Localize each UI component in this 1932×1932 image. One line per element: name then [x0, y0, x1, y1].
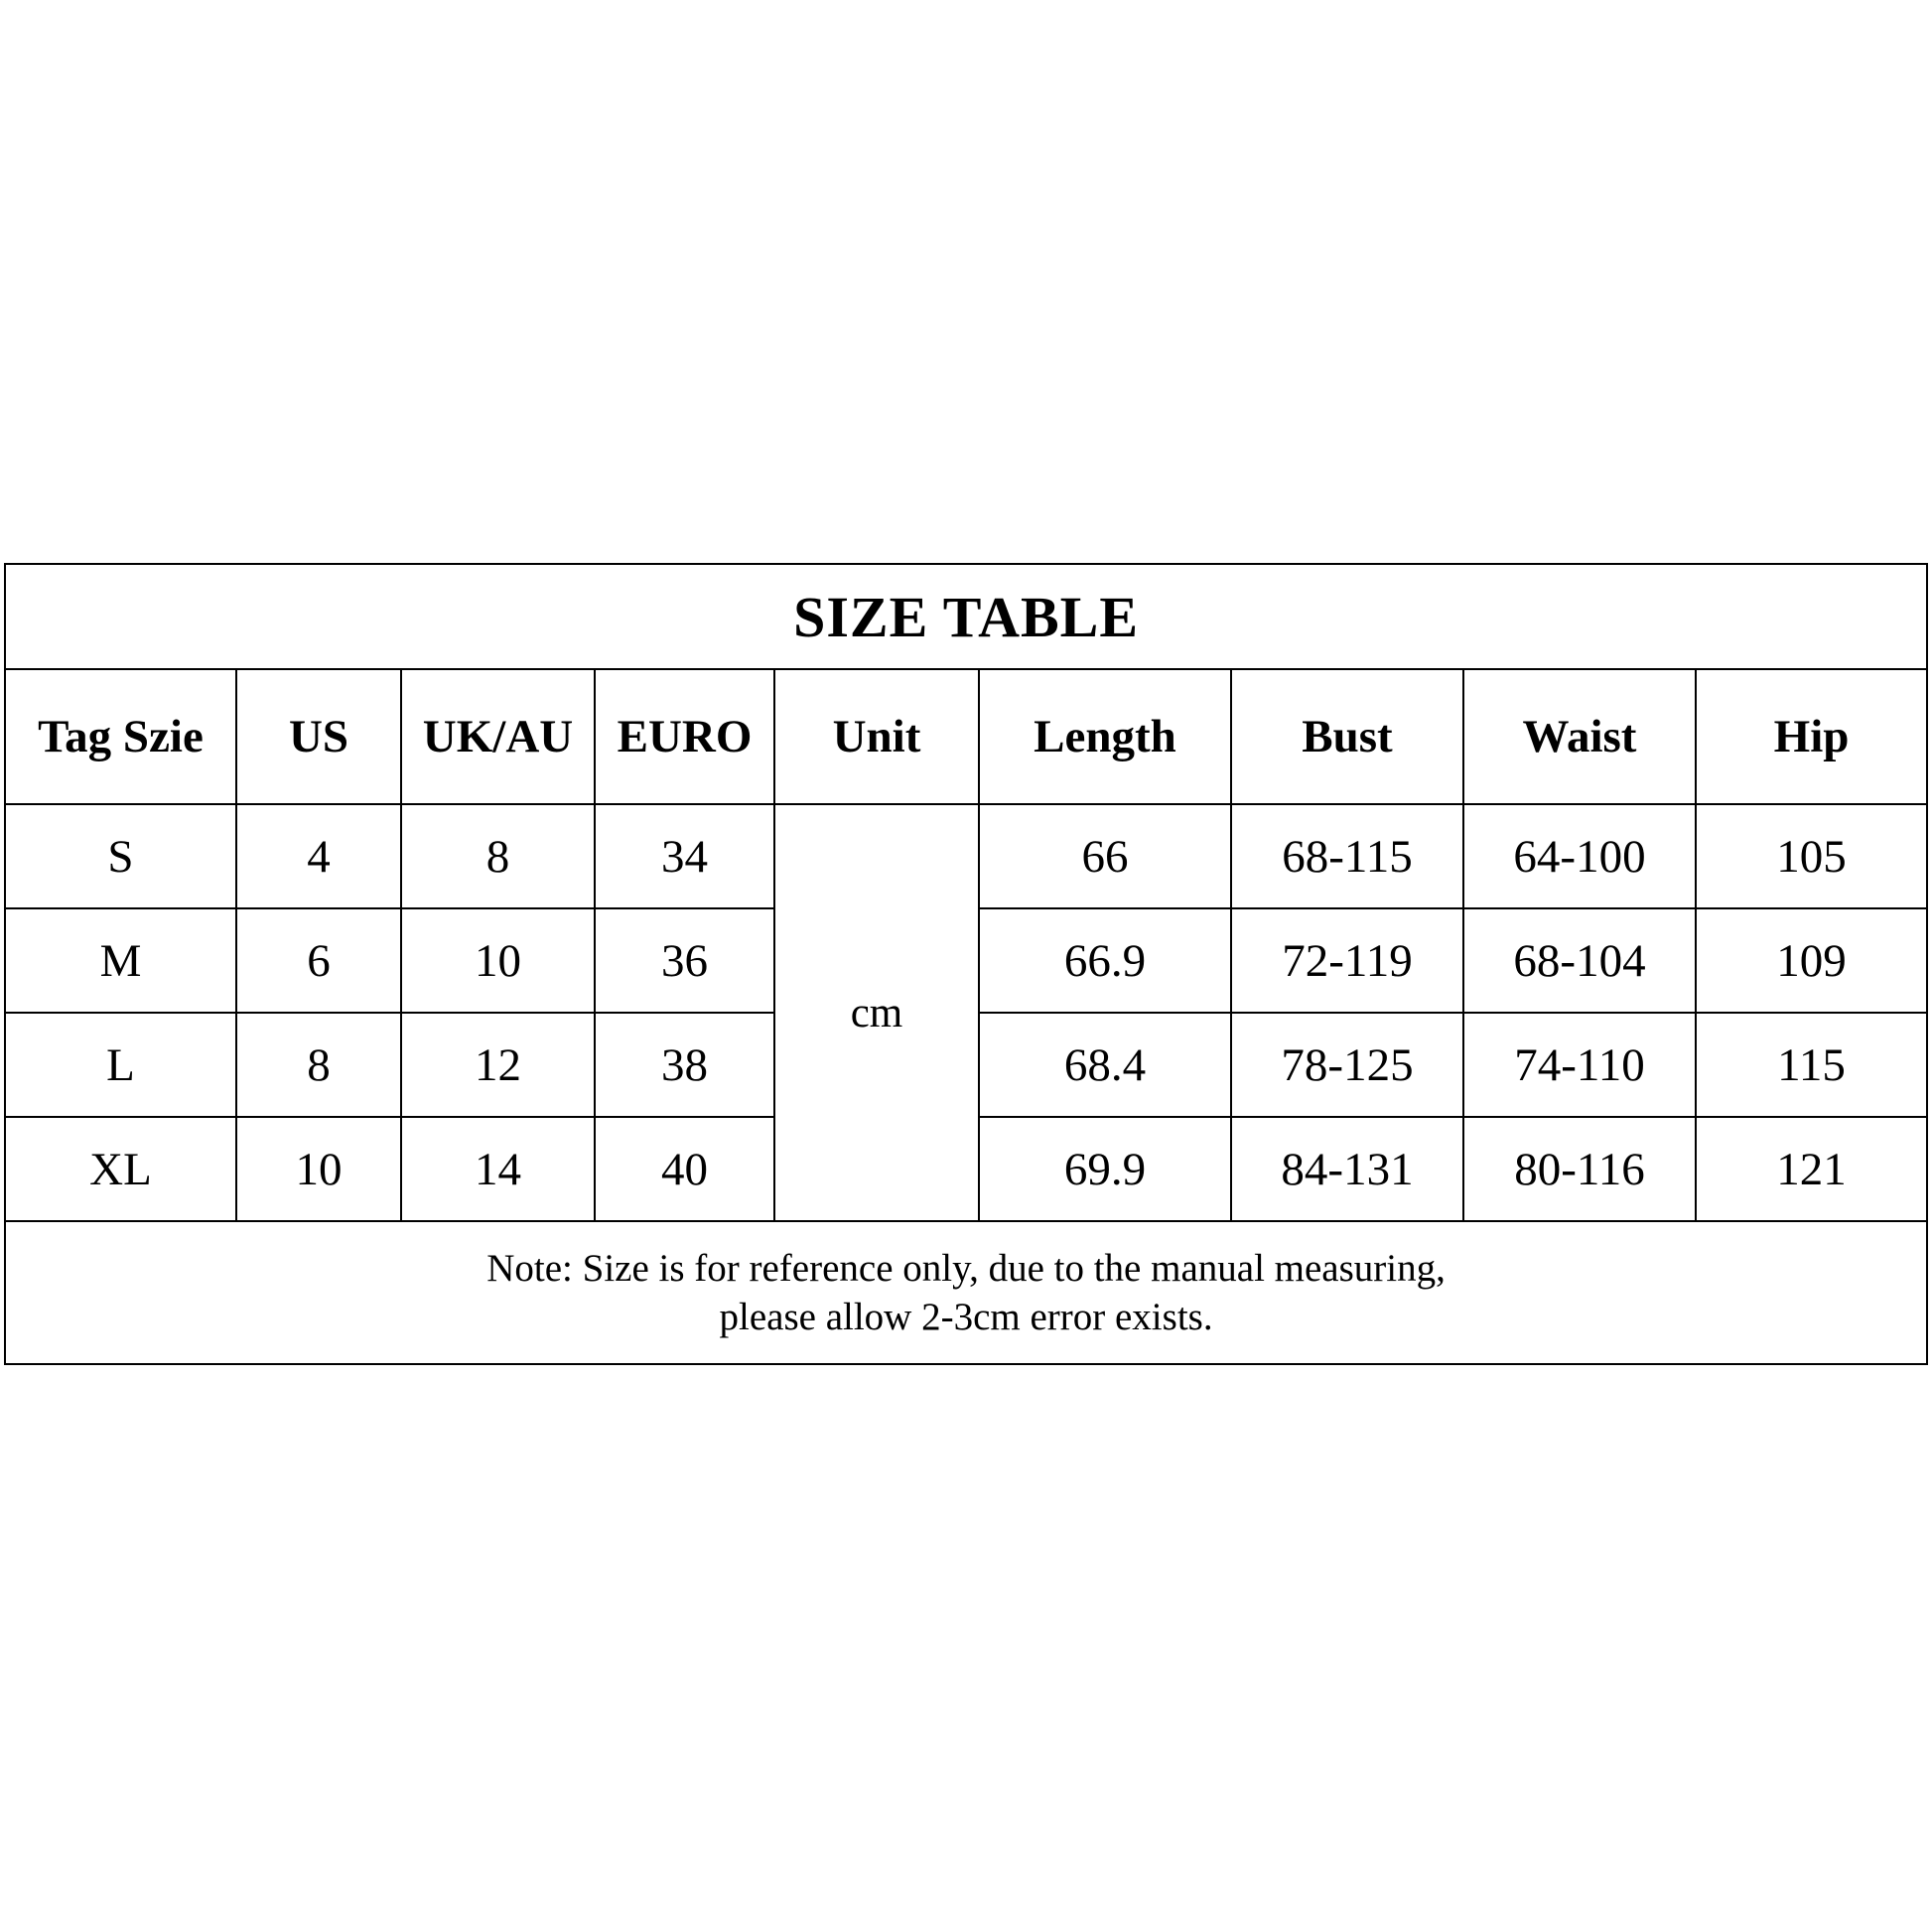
cell-hip: 109 [1696, 908, 1927, 1013]
note-row [5, 1221, 1927, 1364]
cell-length: 69.9 [979, 1117, 1231, 1221]
size-table-container [4, 563, 1926, 1365]
size-note [5, 1221, 1927, 1364]
cell-euro: 34 [595, 804, 774, 908]
header-length: Length [979, 669, 1231, 804]
header-tag-size: Tag Szie [5, 669, 236, 804]
size-table [4, 563, 1928, 1365]
cell-waist: 74-110 [1463, 1013, 1696, 1117]
cell-euro: 40 [595, 1117, 774, 1221]
header-bust: Bust [1231, 669, 1463, 804]
cell-unit: cm [774, 804, 979, 1221]
cell-waist: 68-104 [1463, 908, 1696, 1013]
header-us: US [236, 669, 401, 804]
cell-waist: 64-100 [1463, 804, 1696, 908]
cell-bust: 72-119 [1231, 908, 1463, 1013]
cell-uk-au: 8 [401, 804, 595, 908]
header-euro: EURO [595, 669, 774, 804]
cell-hip: 115 [1696, 1013, 1927, 1117]
cell-us: 8 [236, 1013, 401, 1117]
cell-tag: XL [5, 1117, 236, 1221]
cell-tag: M [5, 908, 236, 1013]
header-unit: Unit [774, 669, 979, 804]
note-line-2: please allow 2-3cm error exists. [719, 1296, 1213, 1338]
header-waist: Waist [1463, 669, 1696, 804]
cell-length: 66 [979, 804, 1231, 908]
cell-length: 68.4 [979, 1013, 1231, 1117]
header-row [5, 669, 1927, 804]
header-hip: Hip [1696, 669, 1927, 804]
cell-euro: 38 [595, 1013, 774, 1117]
cell-euro: 36 [595, 908, 774, 1013]
cell-bust: 78-125 [1231, 1013, 1463, 1117]
cell-uk-au: 14 [401, 1117, 595, 1221]
cell-uk-au: 10 [401, 908, 595, 1013]
table-row [5, 804, 1927, 908]
note-line-1: Note: Size is for reference only, due to the manual measuring, [486, 1247, 1446, 1290]
cell-waist: 80-116 [1463, 1117, 1696, 1221]
cell-us: 10 [236, 1117, 401, 1221]
cell-us: 4 [236, 804, 401, 908]
cell-hip: 121 [1696, 1117, 1927, 1221]
cell-tag: S [5, 804, 236, 908]
cell-bust: 68-115 [1231, 804, 1463, 908]
cell-hip: 105 [1696, 804, 1927, 908]
cell-length: 66.9 [979, 908, 1231, 1013]
cell-bust: 84-131 [1231, 1117, 1463, 1221]
table-title: SIZE TABLE [5, 564, 1927, 669]
cell-tag: L [5, 1013, 236, 1117]
header-uk-au: UK/AU [401, 669, 595, 804]
cell-uk-au: 12 [401, 1013, 595, 1117]
cell-us: 6 [236, 908, 401, 1013]
title-row [5, 564, 1927, 669]
